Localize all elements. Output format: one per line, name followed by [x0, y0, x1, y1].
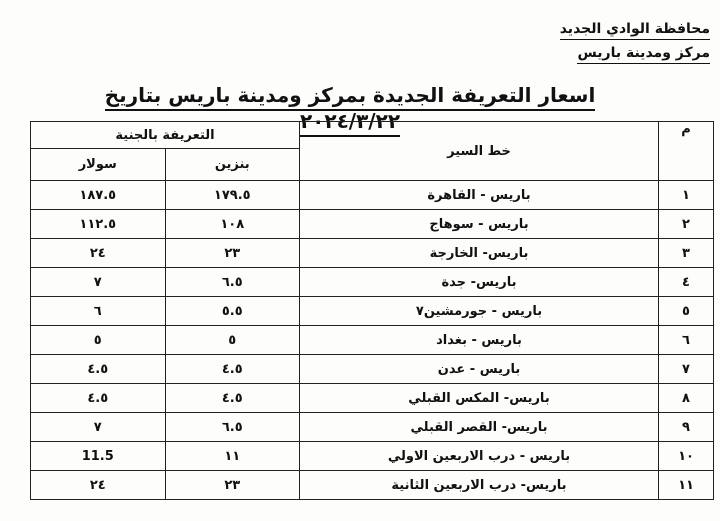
route-cell: باريس- الخارجة — [300, 239, 659, 268]
diesel-price-cell: ٦ — [31, 297, 166, 326]
row-number: ١١ — [659, 471, 714, 500]
petrol-price-cell: ٢٣ — [165, 471, 300, 500]
header-number: م — [659, 122, 714, 181]
header-route: خط السير — [300, 122, 659, 181]
city-council-label: مركز ومدينة باريس — [577, 44, 710, 64]
table-row — [31, 326, 714, 355]
table-row — [31, 442, 714, 471]
route-cell: باريس- جدة — [300, 268, 659, 297]
header-tariff-group: التعريفة بالجنية — [31, 122, 300, 149]
header-petrol: بنزين — [165, 149, 300, 181]
row-number: ٨ — [659, 384, 714, 413]
table-row — [31, 239, 714, 268]
route-cell: باريس - جورمشين٧ — [300, 297, 659, 326]
petrol-price-cell: ٥.٥ — [165, 297, 300, 326]
table-row — [31, 181, 714, 210]
route-cell: باريس - درب الاربعين الاولي — [300, 442, 659, 471]
table-row — [31, 268, 714, 297]
row-number: ٢ — [659, 210, 714, 239]
tariff-table — [30, 121, 714, 500]
route-cell: باريس - سوهاج — [300, 210, 659, 239]
diesel-price-cell: ٢٤ — [31, 471, 166, 500]
table-row — [31, 210, 714, 239]
table-row — [31, 471, 714, 500]
petrol-price-cell: ٦.٥ — [165, 413, 300, 442]
row-number: ٦ — [659, 326, 714, 355]
table-row — [31, 355, 714, 384]
petrol-price-cell: ٤.٥ — [165, 384, 300, 413]
document-title-text: اسعار التعريفة الجديدة بمركز ومدينة باريس بتاريخ ٢٠٢٤/٣/٢٢ — [105, 83, 596, 137]
diesel-price-cell: ٤.٥ — [31, 384, 166, 413]
petrol-price-cell: ٢٣ — [165, 239, 300, 268]
governorate-label: محافظة الوادي الجديد — [560, 20, 710, 40]
diesel-price-cell: 11.5 — [31, 442, 166, 471]
diesel-price-cell: ٧ — [31, 413, 166, 442]
diesel-price-cell: ٤.٥ — [31, 355, 166, 384]
petrol-price-cell: ١٠٨ — [165, 210, 300, 239]
table-row — [31, 413, 714, 442]
route-cell: باريس- المكس القبلي — [300, 384, 659, 413]
petrol-price-cell: ٦.٥ — [165, 268, 300, 297]
row-number: ٩ — [659, 413, 714, 442]
route-cell: باريس- القصر القبلي — [300, 413, 659, 442]
row-number: ١ — [659, 181, 714, 210]
row-number: ٥ — [659, 297, 714, 326]
diesel-price-cell: ٧ — [31, 268, 166, 297]
diesel-price-cell: ٥ — [31, 326, 166, 355]
route-cell: باريس - القاهرة — [300, 181, 659, 210]
row-number: ١٠ — [659, 442, 714, 471]
table-row — [31, 297, 714, 326]
row-number: ٤ — [659, 268, 714, 297]
diesel-price-cell: ١٨٧.٥ — [31, 181, 166, 210]
petrol-price-cell: ٥ — [165, 326, 300, 355]
diesel-price-cell: ٢٤ — [31, 239, 166, 268]
diesel-price-cell: ١١٢.٥ — [31, 210, 166, 239]
route-cell: باريس - عدن — [300, 355, 659, 384]
route-cell: باريس - بغداد — [300, 326, 659, 355]
row-number: ٣ — [659, 239, 714, 268]
table-row — [31, 384, 714, 413]
petrol-price-cell: ٤.٥ — [165, 355, 300, 384]
petrol-price-cell: ١٧٩.٥ — [165, 181, 300, 210]
header-diesel: سولار — [31, 149, 166, 181]
petrol-price-cell: ١١ — [165, 442, 300, 471]
row-number: ٧ — [659, 355, 714, 384]
route-cell: باريس- درب الاربعين الثانية — [300, 471, 659, 500]
